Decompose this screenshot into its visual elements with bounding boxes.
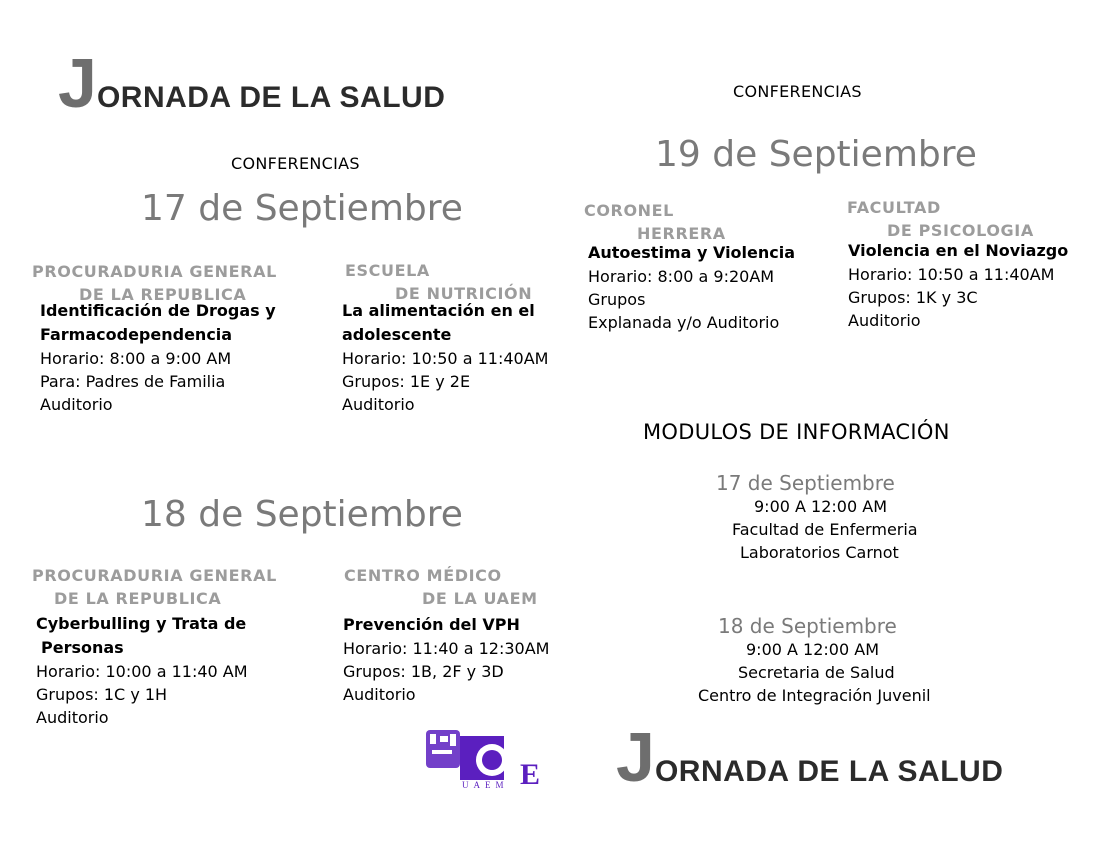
session-audience: Grupos: 1C y 1H: [36, 685, 168, 704]
session-details: [40, 299, 276, 416]
module-time: 9:00 A 12:00 AM: [754, 497, 887, 516]
session-topic: Autoestima y Violencia: [588, 243, 796, 262]
session-topic: Cyberbulling y Trata de: [36, 614, 247, 633]
date-heading-17: 17 de Septiembre: [141, 188, 463, 229]
date-heading-19: 19 de Septiembre: [655, 134, 977, 175]
organization-name: FACULTAD DE PSICOLOGIA: [847, 198, 1034, 240]
session-topic-cont: adolescente: [342, 325, 452, 344]
title-initial: J: [58, 44, 97, 122]
session-topic: Violencia en el Noviazgo: [848, 241, 1069, 260]
module-location: Facultad de Enfermeria: [732, 520, 918, 539]
logo-text: UAEM: [462, 780, 509, 790]
title-initial: J: [616, 718, 655, 796]
title-rest: ORNADA DE LA SALUD: [654, 755, 1004, 788]
session-audience: Grupos: 1E y 2E: [342, 372, 471, 391]
organization-name: PROCURADURIA GENERAL DE LA REPUBLICA: [32, 566, 277, 608]
conferences-label: CONFERENCIAS: [231, 154, 360, 173]
session-schedule: Horario: 8:00 a 9:20AM: [588, 267, 775, 286]
date-heading-18: 18 de Septiembre: [141, 494, 463, 535]
module-entry: [690, 471, 950, 564]
session-details: [36, 612, 248, 729]
session-topic: Prevención del VPH: [343, 615, 520, 634]
page-title: [58, 44, 446, 122]
session-place: Auditorio: [342, 395, 415, 414]
module-location: Laboratorios Carnot: [740, 543, 899, 562]
session-audience: Grupos: 1K y 3C: [848, 288, 978, 307]
session-details: [848, 239, 1068, 332]
module-entry: [690, 614, 950, 707]
footer-title: [616, 718, 1004, 796]
module-date: 18 de Septiembre: [718, 614, 897, 638]
session-schedule: Horario: 10:50 a 11:40AM: [848, 265, 1055, 284]
session-schedule: Horario: 10:50 a 11:40AM: [342, 349, 549, 368]
session-audience: Grupos: 1B, 2F y 3D: [343, 662, 504, 681]
logo-letter: E: [520, 758, 541, 790]
uaem-logo-icon: [422, 726, 550, 790]
session-schedule: Horario: 10:00 a 11:40 AM: [36, 662, 248, 681]
module-location: Secretaria de Salud: [738, 663, 895, 682]
conferences-label: CONFERENCIAS: [733, 82, 862, 101]
organization-name: CORONEL HERRERA: [584, 201, 726, 243]
session-schedule: Horario: 8:00 a 9:00 AM: [40, 349, 232, 368]
modules-title: MODULOS DE INFORMACIÓN: [643, 420, 950, 444]
session-topic: Identificación de Drogas y: [40, 301, 276, 320]
session-details: [342, 299, 548, 416]
session-topic: La alimentación en el: [342, 301, 535, 320]
session-audience: Grupos: [588, 290, 646, 309]
session-schedule: Horario: 11:40 a 12:30AM: [343, 639, 550, 658]
session-audience: Para: Padres de Familia: [40, 372, 226, 391]
session-topic-cont: Farmacodependencia: [40, 325, 233, 344]
session-details: [588, 241, 795, 334]
session-place: Auditorio: [848, 311, 921, 330]
organization-name: CENTRO MÉDICO DE LA UAEM: [344, 566, 538, 608]
organization-name: ESCUELA DE NUTRICIÓN: [345, 261, 533, 303]
session-topic-cont: Personas: [41, 638, 124, 657]
session-place: Auditorio: [343, 685, 416, 704]
session-place: Auditorio: [40, 395, 113, 414]
session-place: Auditorio: [36, 708, 109, 727]
module-location: Centro de Integración Juvenil: [698, 686, 931, 705]
module-time: 9:00 A 12:00 AM: [746, 640, 879, 659]
title-rest: ORNADA DE LA SALUD: [96, 81, 446, 114]
module-date: 17 de Septiembre: [716, 471, 895, 495]
session-details: [343, 613, 549, 706]
organization-name: PROCURADURIA GENERAL DE LA REPUBLICA: [32, 262, 277, 304]
session-place: Explanada y/o Auditorio: [588, 313, 780, 332]
uaem-logo: [422, 726, 550, 790]
